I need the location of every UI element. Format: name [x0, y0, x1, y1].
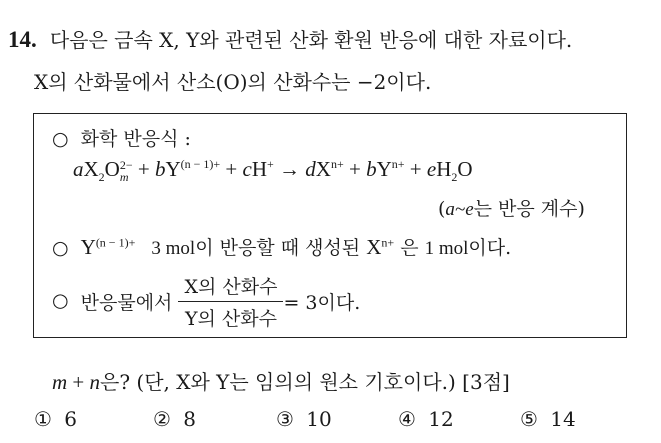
- chemical-equation: $aX_2O$ 2− m + $bY^{(n - 1)+} + cH^+ \to dX^{n+} + bY^{n+} + eH_2O$: [73, 157, 473, 185]
- bullet: ○: [52, 289, 69, 312]
- box-item-ratio: [52, 272, 360, 331]
- coefficient-note: (a~e는 반응 계수): [438, 198, 585, 220]
- choice-value: 14: [550, 407, 576, 431]
- fraction-numerator: X의 산화수: [178, 272, 283, 302]
- box-item-moles: ○ $Y^{(n - 1)+}$ 3 mol이 반응할 때 생성된 $X^{n+}$ 은 1 mol이다.: [52, 235, 512, 259]
- question-ask: m + n은? (단, X와 Y는 임의의 원소 기호이다.) [3점]: [52, 370, 510, 394]
- choice-4[interactable]: [398, 407, 454, 431]
- question-line-1: 다음은 금속 X, Y와 관련된 산화 환원 반응에 대한 자료이다.: [49, 28, 573, 52]
- item1-label: 화학 반응식 :: [80, 128, 191, 150]
- bullet: ○: [52, 237, 69, 259]
- choice-1[interactable]: [34, 407, 77, 431]
- choice-3[interactable]: [276, 407, 332, 431]
- choice-value: 10: [306, 407, 332, 431]
- choice-5[interactable]: [520, 407, 576, 431]
- item3-suffix: = 3이다.: [283, 292, 361, 314]
- question-number: 14.: [8, 27, 37, 52]
- choice-marker: ①: [34, 407, 52, 431]
- oxidation-ratio-fraction: [178, 272, 283, 331]
- fraction-denominator: Y의 산화수: [184, 308, 277, 330]
- question-header: [8, 24, 572, 53]
- box-item-equation-label: [52, 124, 191, 151]
- choice-marker: ③: [276, 407, 294, 431]
- choice-value: 12: [428, 407, 454, 431]
- item3-prefix: 반응물에서: [80, 292, 173, 314]
- reaction-arrow: →: [273, 157, 306, 181]
- choice-value: 6: [64, 407, 78, 431]
- choice-marker: ②: [153, 407, 171, 431]
- choice-marker: ⑤: [520, 407, 538, 431]
- question-line-2: X의 산화물에서 산소(O)의 산화수는 −2이다.: [34, 70, 432, 94]
- choice-2[interactable]: [153, 407, 196, 431]
- choice-value: 8: [183, 407, 197, 431]
- bullet: ○: [52, 128, 69, 150]
- choice-marker: ④: [398, 407, 416, 431]
